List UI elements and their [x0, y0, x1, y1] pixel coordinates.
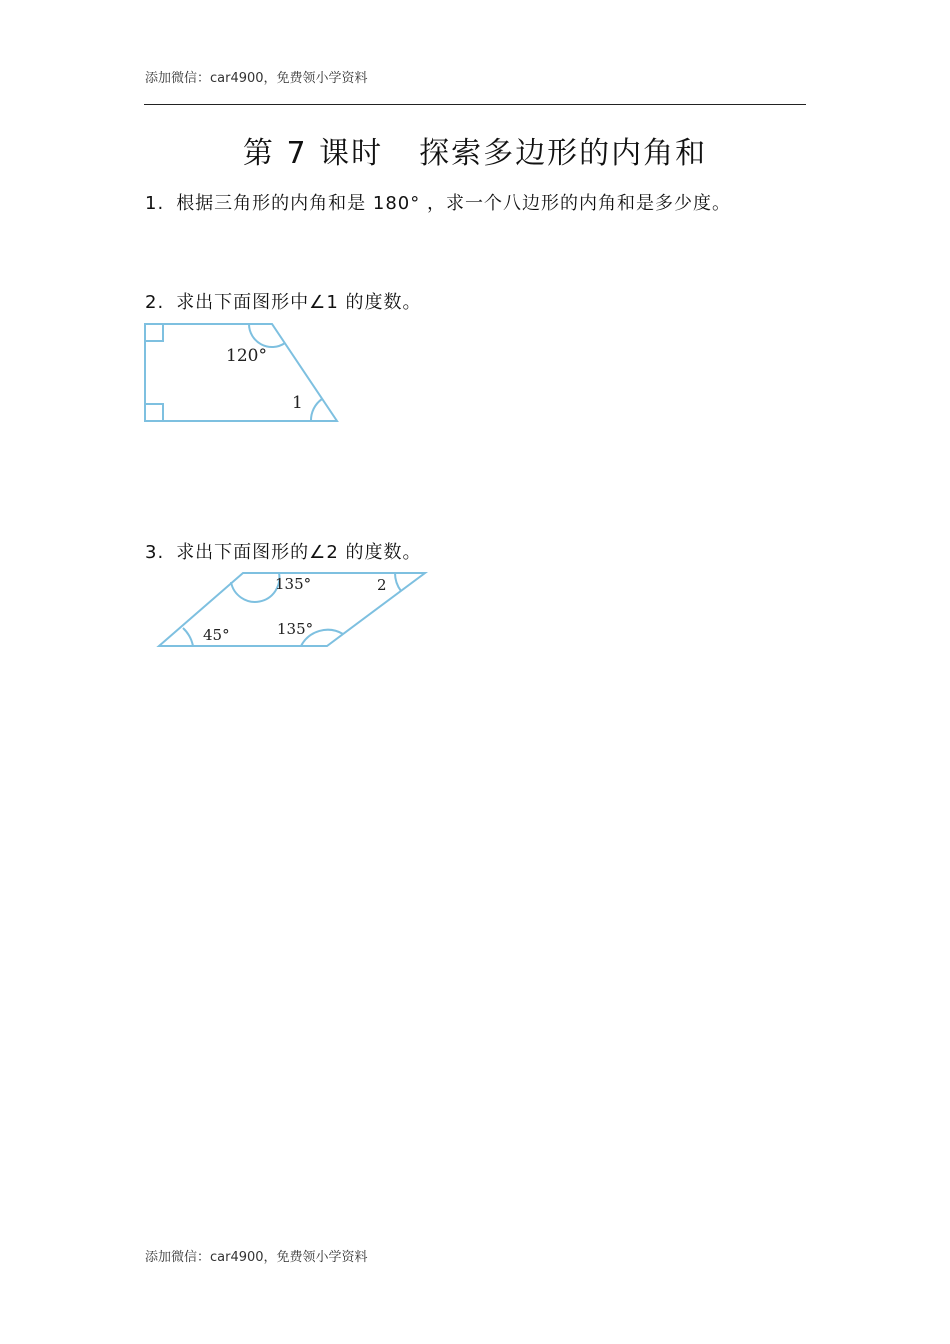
right-angle-mark-top	[145, 324, 163, 341]
question-1	[145, 189, 731, 215]
trapezoid-figure	[140, 318, 350, 428]
header-rule	[144, 104, 806, 105]
question-number: 3.	[145, 542, 165, 563]
lesson-topic: 探索多边形的内角和	[419, 136, 708, 171]
parallelogram-figure	[155, 568, 435, 653]
angle-label-top-left: 135°	[275, 575, 312, 593]
angle-arc-2	[395, 573, 401, 591]
angle-label-2: 2	[377, 576, 387, 594]
angle-label-1: 1	[292, 393, 303, 413]
angle-label-120: 120°	[226, 346, 267, 366]
question-text: 求出下面图形中∠1 的度数。	[176, 292, 422, 313]
angle-arc-bottom-left	[183, 628, 193, 646]
question-2	[145, 288, 422, 314]
question-3	[145, 538, 422, 564]
question-number: 1.	[145, 193, 165, 214]
angle-label-bottom-left: 45°	[203, 626, 230, 644]
trapezoid-outline	[145, 324, 337, 421]
page-title	[0, 128, 950, 172]
right-angle-mark-bottom	[145, 404, 163, 421]
question-text: 根据三角形的内角和是 180° ，求一个八边形的内角和是多少度。	[176, 193, 731, 214]
angle-label-bottom-right: 135°	[277, 620, 314, 638]
angle-arc-1	[311, 399, 322, 421]
question-text: 求出下面图形的∠2 的度数。	[176, 542, 422, 563]
question-number: 2.	[145, 292, 165, 313]
header-note: 添加微信：car4900，免费领小学资料	[145, 71, 368, 86]
lesson-number: 第 7 课时	[242, 136, 384, 171]
footer-note: 添加微信：car4900，免费领小学资料	[145, 1250, 368, 1265]
